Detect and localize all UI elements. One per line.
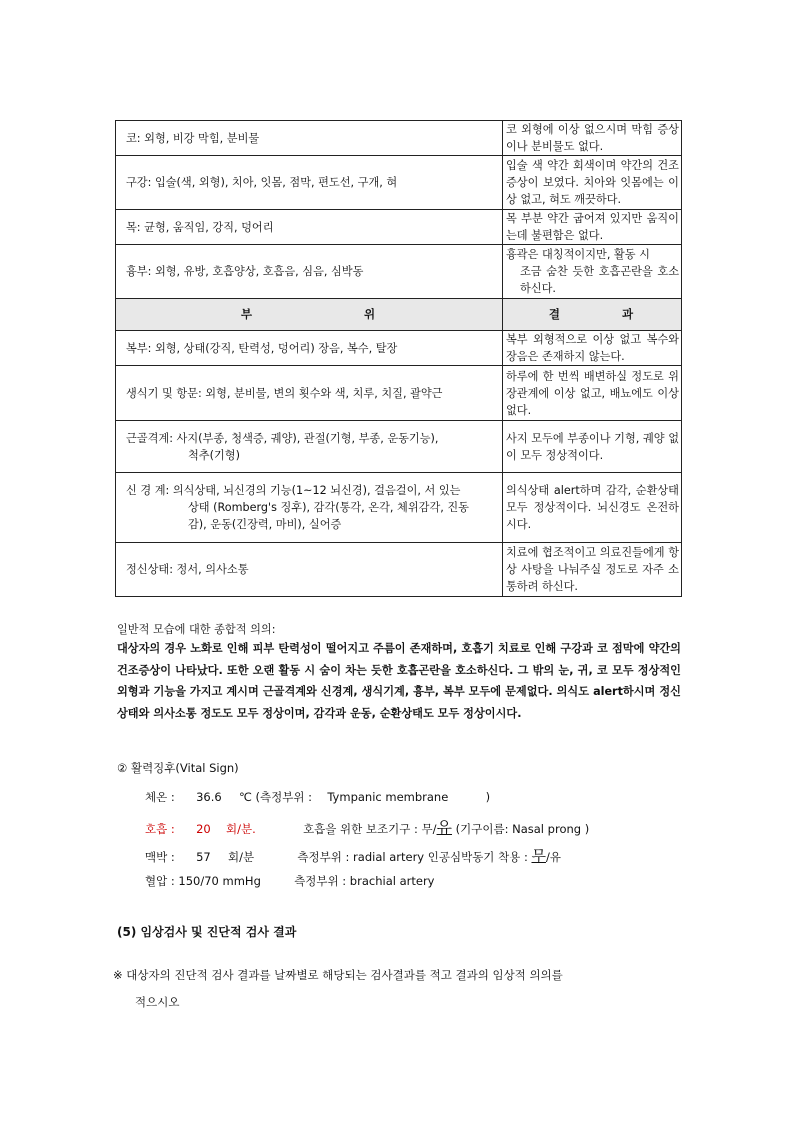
table-row xyxy=(116,421,682,473)
table-row xyxy=(116,156,682,210)
result-cell: 목 부분 약간 굽어져 있지만 움직이는데 불편함은 없다. xyxy=(503,210,682,245)
table-row xyxy=(116,473,682,543)
item-cell: 코: 외형, 비강 막힘, 분비물 xyxy=(116,121,503,156)
table-row xyxy=(116,121,682,156)
item-cell: 복부: 외형, 상태(강직, 탄력성, 덩어리) 장음, 복수, 탈장 xyxy=(116,331,503,366)
assessment-table xyxy=(115,120,682,597)
header-cell-part xyxy=(116,299,503,331)
pacer-label: 인공심박동기 착용 : xyxy=(427,850,528,864)
item-line: 상태 (Romberg's 징후), 감각(통각, 온각, 체위감각, 진동 xyxy=(188,501,469,514)
table-row xyxy=(116,366,682,421)
header-text: 결 xyxy=(548,307,562,321)
item-line: 신 경 계: 의식상태, 뇌신경의 기능(1~12 뇌신경), 걸음걸이, 서 있는 xyxy=(126,484,461,497)
result-line: 흉곽은 대칭적이지만, 활동 시 xyxy=(506,248,650,261)
pulse-label: 맥박 : xyxy=(145,850,175,864)
result-cell: 하루에 한 번씩 배변하실 정도로 위장관계에 이상 없고, 배뇨에도 이상 없다. xyxy=(503,366,682,421)
item-cell: 구강: 입술(색, 외형), 치아, 잇몸, 점막, 편도선, 구개, 혀 xyxy=(116,156,503,210)
item-cell: 정신상태: 정서, 의사소통 xyxy=(116,543,503,597)
resp-aid-selected: 유 xyxy=(436,818,453,837)
item-cell xyxy=(116,473,503,543)
header-text: 위 xyxy=(364,307,378,321)
result-cell: 입술 색 약간 회색이며 약간의 건조증상이 보였다. 치아와 잇몸에는 이상 없고, 혀도 깨끗하다. xyxy=(503,156,682,210)
vital-sign-title: ② 활력징후(Vital Sign) xyxy=(117,761,239,775)
blood-pressure-row xyxy=(145,873,434,889)
temp-unit: ℃ (측정부위 : xyxy=(238,790,313,804)
header-text: 부 xyxy=(240,307,254,321)
item-cell: 생식기 및 항문: 외형, 분비물, 변의 횟수와 색, 치루, 치질, 괄약근 xyxy=(116,366,503,421)
table-row xyxy=(116,543,682,597)
table-header-row xyxy=(116,299,682,331)
pacer-other: /유 xyxy=(545,850,561,864)
instruction-note xyxy=(113,962,683,1016)
pulse-site: 측정부위 : radial artery xyxy=(297,850,425,864)
result-line: 조금 숨찬 듯한 호흡곤란을 호소하신다. xyxy=(520,265,679,295)
header-cell-result xyxy=(503,299,682,331)
bp-value: 혈압 : 150/70 mmHg xyxy=(145,874,261,888)
item-line: 감), 운동(긴장력, 마비), 실어증 xyxy=(188,518,342,531)
result-cell: 복부 외형적으로 이상 없고 복수와 장음은 존재하지 않는다. xyxy=(503,331,682,366)
item-cell: 흉부: 외형, 유방, 호흡양상, 호흡음, 심음, 심박동 xyxy=(116,245,503,299)
respiration-row xyxy=(145,815,589,838)
pacer-selected: 무 xyxy=(531,847,546,865)
temperature-row xyxy=(145,789,490,805)
pulse-value: 57 xyxy=(196,850,211,864)
result-cell: 코 외형에 이상 없으시며 막힘 증상이나 분비물도 없다. xyxy=(503,121,682,156)
note-line: 적으시오 xyxy=(135,995,180,1009)
resp-label: 호흡 : xyxy=(145,822,175,836)
pulse-unit: 회/분 xyxy=(228,850,255,864)
summary-label: 일반적 모습에 대한 종합적 의의: xyxy=(117,623,276,636)
temp-site: Tympanic membrane xyxy=(327,790,449,804)
resp-device: (기구이름: Nasal prong ) xyxy=(455,822,590,836)
table-row xyxy=(116,331,682,366)
temp-value: 36.6 xyxy=(196,790,222,804)
result-cell: 치료에 협조적이고 의료진들에게 항상 사탕을 나눠주실 정도로 자주 소통하려 하신다. xyxy=(503,543,682,597)
section-title: (5) 임상검사 및 진단적 검사 결과 xyxy=(117,925,297,939)
item-line: 근골격계: 사지(부종, 청색증, 궤양), 관절(기형, 부종, 운동기능), xyxy=(126,431,439,445)
result-cell: 사지 모두에 부종이나 기형, 궤양 없이 모두 정상적이다. xyxy=(503,421,682,473)
result-cell xyxy=(503,245,682,299)
note-line: ※ 대상자의 진단적 검사 결과를 날짜별로 해당되는 검사결과를 적고 결과의 임상적 의의를 xyxy=(113,968,563,982)
summary-text: 대상자의 경우 노화로 인해 피부 탄력성이 떨어지고 주름이 존재하며, 호흡기 치료로 인해 구강과 코 점막에 약간의 건조증상이 나타났다. 또한 오랜 활동 시 숨이 차는 듯한 호흡곤란을 호소하신다. 그 밖의 눈, 귀, 코 모두 정상적인 외형과 기능을 가지고 계시며 근골격계와 신경계, 생식기계, 흉부, 복부 모두에 문제없다. 의식도 alert하시며 정신 상태와 의사소통 정도도 모두 정상이며, 감각과 운동, 순환상태도 모두 정상이시다. xyxy=(117,642,681,720)
temp-label: 체온 : xyxy=(145,790,175,804)
table-row xyxy=(116,210,682,245)
resp-value: 20 xyxy=(196,822,211,836)
resp-unit: 회/분. xyxy=(226,822,256,836)
temp-close: ) xyxy=(485,790,491,804)
header-text: 과 xyxy=(622,307,636,321)
item-line: 척추(기형) xyxy=(188,448,240,462)
item-cell xyxy=(116,421,503,473)
item-cell: 목: 균형, 움직임, 강직, 덩어리 xyxy=(116,210,503,245)
resp-aid-label: 호흡을 위한 보조기구 : 무/ xyxy=(303,822,437,836)
bp-site: 측정부위 : brachial artery xyxy=(294,874,435,888)
pulse-row xyxy=(145,845,561,866)
table-row xyxy=(116,245,682,299)
result-cell: 의식상태 alert하며 감각, 순환상태 모두 정상적이다. 뇌신경도 온전하시다. xyxy=(503,473,682,543)
